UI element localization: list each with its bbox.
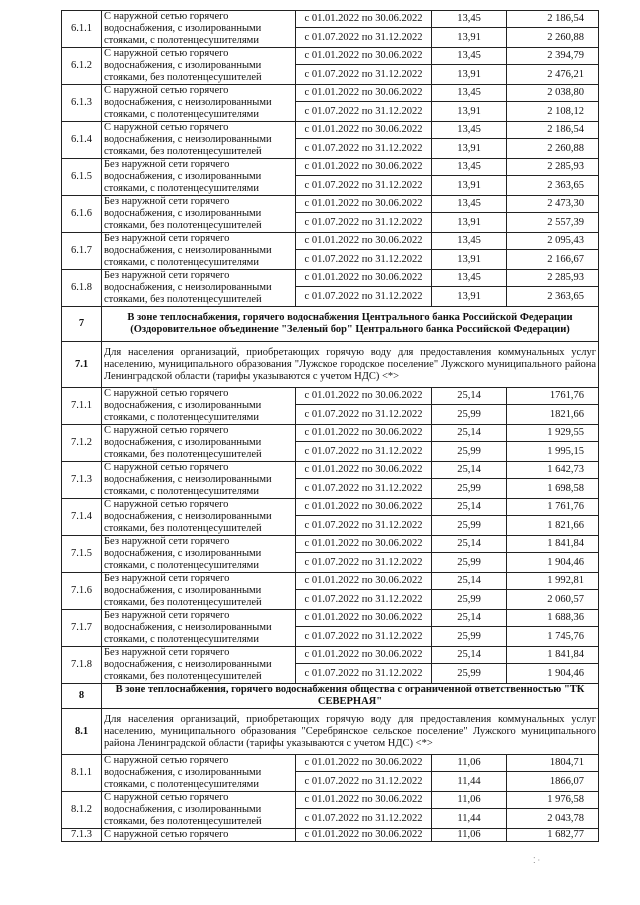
- period-second-half: с 01.07.2022 по 31.12.2022: [296, 65, 432, 85]
- value-rate-first-half: 25,14: [432, 499, 507, 516]
- tariff-table: [61, 10, 599, 842]
- period-first-half: с 01.01.2022 по 30.06.2022: [296, 462, 432, 479]
- period-first-half: с 01.01.2022 по 30.06.2022: [296, 499, 432, 516]
- value-rate-first-half: 25,14: [432, 536, 507, 553]
- value-tariff-second-half: 2 363,65: [507, 287, 599, 307]
- period-second-half: с 01.07.2022 по 31.12.2022: [296, 809, 432, 829]
- value-rate-first-half: 11,06: [432, 829, 507, 842]
- value-tariff-second-half: 2 557,39: [507, 213, 599, 233]
- period-first-half: с 01.01.2022 по 30.06.2022: [296, 425, 432, 442]
- value-rate-first-half: 13,45: [432, 122, 507, 139]
- value-rate-first-half: 13,45: [432, 159, 507, 176]
- row-description: Без наружной сети горячего водоснабжения, с неизолированными стояками, с полотенцесушителями: [102, 233, 296, 270]
- row-description: С наружной сетью горячего водоснабжения, с изолированными стояками, без полотенцесушителей: [102, 48, 296, 85]
- value-tariff-first-half: 2 285,93: [507, 270, 599, 287]
- section-header-text: В зоне теплоснабжения, горячего водоснабжения общества с ограниченной ответственностью "ТК СЕВЕРНАЯ": [102, 684, 599, 709]
- value-tariff-second-half: 1 745,76: [507, 627, 599, 647]
- subsection-header-number: 8.1: [62, 709, 102, 755]
- value-tariff-second-half: 2 260,88: [507, 139, 599, 159]
- row-description: С наружной сетью горячего водоснабжения, с неизолированными стояками, с полотенцесушителями: [102, 462, 296, 499]
- row-description: Без наружной сети горячего водоснабжения, с неизолированными стояками, с полотенцесушителями: [102, 610, 296, 647]
- period-second-half: с 01.07.2022 по 31.12.2022: [296, 553, 432, 573]
- table-row: [62, 122, 599, 139]
- table-row: [62, 85, 599, 102]
- value-rate-first-half: 25,14: [432, 647, 507, 664]
- period-second-half: с 01.07.2022 по 31.12.2022: [296, 442, 432, 462]
- table-row: [62, 462, 599, 479]
- value-rate-second-half: 25,99: [432, 479, 507, 499]
- value-rate-first-half: 25,14: [432, 425, 507, 442]
- value-tariff-first-half: 1 841,84: [507, 647, 599, 664]
- row-number: 7.1.2: [62, 425, 102, 462]
- value-tariff-first-half: 1804,71: [507, 755, 599, 772]
- subsection-header-row: [62, 342, 599, 388]
- period-first-half: с 01.01.2022 по 30.06.2022: [296, 388, 432, 405]
- value-tariff-first-half: 1 929,55: [507, 425, 599, 442]
- value-tariff-first-half: 2 394,79: [507, 48, 599, 65]
- row-number: 6.1.6: [62, 196, 102, 233]
- row-number: 6.1.7: [62, 233, 102, 270]
- value-tariff-first-half: 2 186,54: [507, 122, 599, 139]
- table-row: [62, 829, 599, 842]
- value-tariff-first-half: 1 642,73: [507, 462, 599, 479]
- value-rate-second-half: 13,91: [432, 250, 507, 270]
- row-number: 6.1.3: [62, 85, 102, 122]
- period-second-half: с 01.07.2022 по 31.12.2022: [296, 479, 432, 499]
- value-rate-second-half: 25,99: [432, 664, 507, 684]
- value-rate-second-half: 11,44: [432, 772, 507, 792]
- period-first-half: с 01.01.2022 по 30.06.2022: [296, 573, 432, 590]
- table-row: [62, 792, 599, 809]
- value-tariff-first-half: 2 038,80: [507, 85, 599, 102]
- row-description: Без наружной сети горячего водоснабжения, с изолированными стояками, без полотенцесушителей: [102, 573, 296, 610]
- table-row: [62, 270, 599, 287]
- row-description: Без наружной сети горячего водоснабжения, с изолированными стояками, с полотенцесушителями: [102, 159, 296, 196]
- value-tariff-second-half: 2 260,88: [507, 28, 599, 48]
- value-rate-second-half: 13,91: [432, 102, 507, 122]
- table-row: [62, 755, 599, 772]
- subsection-header-text: Для населения организаций, приобретающих горячую воду для предоставления коммунальных услуг населению, муниципального образования "Серебрянское сельское поселение" Лужского муниципального района Ленинградской области (тарифы указываются с учетом НДС) <*>: [102, 709, 599, 755]
- scan-mark: ⁚ ·: [533, 856, 541, 865]
- row-number: 8.1.1: [62, 755, 102, 792]
- subsection-header-row: [62, 709, 599, 755]
- row-description: С наружной сетью горячего водоснабжения, с изолированными стояками, без полотенцесушителей: [102, 792, 296, 829]
- period-first-half: с 01.01.2022 по 30.06.2022: [296, 829, 432, 842]
- tariff-table-body: [62, 11, 599, 842]
- table-row: [62, 388, 599, 405]
- value-tariff-first-half: 1 976,58: [507, 792, 599, 809]
- value-rate-second-half: 13,91: [432, 28, 507, 48]
- period-first-half: с 01.01.2022 по 30.06.2022: [296, 536, 432, 553]
- row-description: С наружной сетью горячего водоснабжения, с неизолированными стояками, с полотенцесушителями: [102, 85, 296, 122]
- period-first-half: с 01.01.2022 по 30.06.2022: [296, 792, 432, 809]
- value-rate-first-half: 25,14: [432, 462, 507, 479]
- value-tariff-first-half: 1 688,36: [507, 610, 599, 627]
- value-rate-second-half: 25,99: [432, 442, 507, 462]
- section-header-number: 8: [62, 684, 102, 709]
- row-number: 6.1.8: [62, 270, 102, 307]
- period-second-half: с 01.07.2022 по 31.12.2022: [296, 772, 432, 792]
- period-second-half: с 01.07.2022 по 31.12.2022: [296, 28, 432, 48]
- period-first-half: с 01.01.2022 по 30.06.2022: [296, 610, 432, 627]
- value-rate-second-half: 13,91: [432, 65, 507, 85]
- subsection-header-number: 7.1: [62, 342, 102, 388]
- value-tariff-second-half: 1 698,58: [507, 479, 599, 499]
- period-first-half: с 01.01.2022 по 30.06.2022: [296, 159, 432, 176]
- value-tariff-second-half: 2 363,65: [507, 176, 599, 196]
- value-rate-first-half: 11,06: [432, 792, 507, 809]
- period-second-half: с 01.07.2022 по 31.12.2022: [296, 176, 432, 196]
- section-header-number: 7: [62, 307, 102, 342]
- table-row: [62, 48, 599, 65]
- value-tariff-first-half: 2 095,43: [507, 233, 599, 250]
- row-description: С наружной сетью горячего водоснабжения, с изолированными стояками, с полотенцесушителями: [102, 388, 296, 425]
- value-tariff-first-half: 1 761,76: [507, 499, 599, 516]
- value-rate-second-half: 11,44: [432, 809, 507, 829]
- period-second-half: с 01.07.2022 по 31.12.2022: [296, 516, 432, 536]
- value-tariff-first-half: 2 285,93: [507, 159, 599, 176]
- value-rate-first-half: 11,06: [432, 755, 507, 772]
- table-row: [62, 610, 599, 627]
- value-rate-first-half: 25,14: [432, 610, 507, 627]
- table-row: [62, 425, 599, 442]
- row-description: С наружной сетью горячего водоснабжения, с изолированными стояками, с полотенцесушителями: [102, 11, 296, 48]
- value-rate-first-half: 13,45: [432, 196, 507, 213]
- table-row: [62, 11, 599, 28]
- value-rate-first-half: 13,45: [432, 48, 507, 65]
- period-first-half: с 01.01.2022 по 30.06.2022: [296, 48, 432, 65]
- section-header-text: В зоне теплоснабжения, горячего водоснабжения Центрального банка Российской Федерации (Оздоровительное объединение "Зеленый бор" Центрального банка Российской Федерации): [102, 307, 599, 342]
- value-tariff-second-half: 2 060,57: [507, 590, 599, 610]
- table-row: [62, 573, 599, 590]
- value-tariff-first-half: 1 841,84: [507, 536, 599, 553]
- row-number: 6.1.5: [62, 159, 102, 196]
- row-description: С наружной сетью горячего: [102, 829, 296, 842]
- value-rate-second-half: 13,91: [432, 139, 507, 159]
- row-number: 7.1.5: [62, 536, 102, 573]
- value-rate-first-half: 25,14: [432, 573, 507, 590]
- row-number: 7.1.6: [62, 573, 102, 610]
- table-row: [62, 647, 599, 664]
- period-first-half: с 01.01.2022 по 30.06.2022: [296, 11, 432, 28]
- row-number: 7.1.8: [62, 647, 102, 684]
- value-tariff-first-half: 1 992,81: [507, 573, 599, 590]
- period-second-half: с 01.07.2022 по 31.12.2022: [296, 590, 432, 610]
- row-number: 7.1.3: [62, 462, 102, 499]
- row-description: Без наружной сети горячего водоснабжения, с изолированными стояками, с полотенцесушителями: [102, 536, 296, 573]
- value-tariff-first-half: 2 186,54: [507, 11, 599, 28]
- table-row: [62, 196, 599, 213]
- value-tariff-second-half: 1 821,66: [507, 516, 599, 536]
- row-description: С наружной сетью горячего водоснабжения, с изолированными стояками, с полотенцесушителями: [102, 755, 296, 792]
- value-rate-second-half: 25,99: [432, 590, 507, 610]
- period-first-half: с 01.01.2022 по 30.06.2022: [296, 233, 432, 250]
- value-tariff-second-half: 2 476,21: [507, 65, 599, 85]
- period-second-half: с 01.07.2022 по 31.12.2022: [296, 405, 432, 425]
- row-number: 6.1.2: [62, 48, 102, 85]
- row-description: С наружной сетью горячего водоснабжения, с неизолированными стояками, без полотенцесушителей: [102, 499, 296, 536]
- period-first-half: с 01.01.2022 по 30.06.2022: [296, 85, 432, 102]
- period-first-half: с 01.01.2022 по 30.06.2022: [296, 270, 432, 287]
- row-number: 7.1.3: [62, 829, 102, 842]
- period-second-half: с 01.07.2022 по 31.12.2022: [296, 627, 432, 647]
- value-rate-first-half: 13,45: [432, 270, 507, 287]
- row-description: Без наружной сети горячего водоснабжения, с неизолированными стояками, без полотенцесушителей: [102, 270, 296, 307]
- row-description: С наружной сетью горячего водоснабжения, с изолированными стояками, без полотенцесушителей: [102, 425, 296, 462]
- row-description: С наружной сетью горячего водоснабжения, с неизолированными стояками, без полотенцесушителей: [102, 122, 296, 159]
- value-rate-first-half: 13,45: [432, 233, 507, 250]
- value-rate-second-half: 25,99: [432, 516, 507, 536]
- value-rate-second-half: 25,99: [432, 627, 507, 647]
- period-second-half: с 01.07.2022 по 31.12.2022: [296, 250, 432, 270]
- value-tariff-second-half: 1 904,46: [507, 664, 599, 684]
- value-tariff-second-half: 1 995,15: [507, 442, 599, 462]
- period-first-half: с 01.01.2022 по 30.06.2022: [296, 122, 432, 139]
- value-rate-first-half: 25,14: [432, 388, 507, 405]
- value-tariff-second-half: 2 108,12: [507, 102, 599, 122]
- row-number: 8.1.2: [62, 792, 102, 829]
- period-first-half: с 01.01.2022 по 30.06.2022: [296, 647, 432, 664]
- tariff-table-page: [61, 10, 598, 842]
- row-number: 7.1.1: [62, 388, 102, 425]
- table-row: [62, 499, 599, 516]
- value-tariff-second-half: 2 043,78: [507, 809, 599, 829]
- value-tariff-second-half: 1821,66: [507, 405, 599, 425]
- value-rate-second-half: 13,91: [432, 213, 507, 233]
- period-first-half: с 01.01.2022 по 30.06.2022: [296, 755, 432, 772]
- section-header-row: [62, 684, 599, 709]
- period-second-half: с 01.07.2022 по 31.12.2022: [296, 287, 432, 307]
- period-second-half: с 01.07.2022 по 31.12.2022: [296, 139, 432, 159]
- subsection-header-text: Для населения организаций, приобретающих горячую воду для предоставления коммунальных услуг населению, муниципального образования "Лужское городское поселение" Лужского муниципального района Ленинградской области (тарифы указываются с учетом НДС) <*>: [102, 342, 599, 388]
- row-description: Без наружной сети горячего водоснабжения, с неизолированными стояками, без полотенцесушителей: [102, 647, 296, 684]
- value-rate-second-half: 13,91: [432, 287, 507, 307]
- period-first-half: с 01.01.2022 по 30.06.2022: [296, 196, 432, 213]
- value-tariff-first-half: 1761,76: [507, 388, 599, 405]
- row-number: 7.1.7: [62, 610, 102, 647]
- value-tariff-second-half: 2 166,67: [507, 250, 599, 270]
- period-second-half: с 01.07.2022 по 31.12.2022: [296, 664, 432, 684]
- period-second-half: с 01.07.2022 по 31.12.2022: [296, 213, 432, 233]
- row-number: 6.1.1: [62, 11, 102, 48]
- value-rate-first-half: 13,45: [432, 85, 507, 102]
- value-rate-second-half: 25,99: [432, 405, 507, 425]
- table-row: [62, 233, 599, 250]
- value-rate-first-half: 13,45: [432, 11, 507, 28]
- table-row: [62, 159, 599, 176]
- row-description: Без наружной сети горячего водоснабжения, с изолированными стояками, без полотенцесушителей: [102, 196, 296, 233]
- value-rate-second-half: 25,99: [432, 553, 507, 573]
- value-tariff-first-half: 1 682,77: [507, 829, 599, 842]
- value-tariff-second-half: 1866,07: [507, 772, 599, 792]
- value-rate-second-half: 13,91: [432, 176, 507, 196]
- section-header-row: [62, 307, 599, 342]
- period-second-half: с 01.07.2022 по 31.12.2022: [296, 102, 432, 122]
- table-row: [62, 536, 599, 553]
- value-tariff-second-half: 1 904,46: [507, 553, 599, 573]
- value-tariff-first-half: 2 473,30: [507, 196, 599, 213]
- row-number: 7.1.4: [62, 499, 102, 536]
- row-number: 6.1.4: [62, 122, 102, 159]
